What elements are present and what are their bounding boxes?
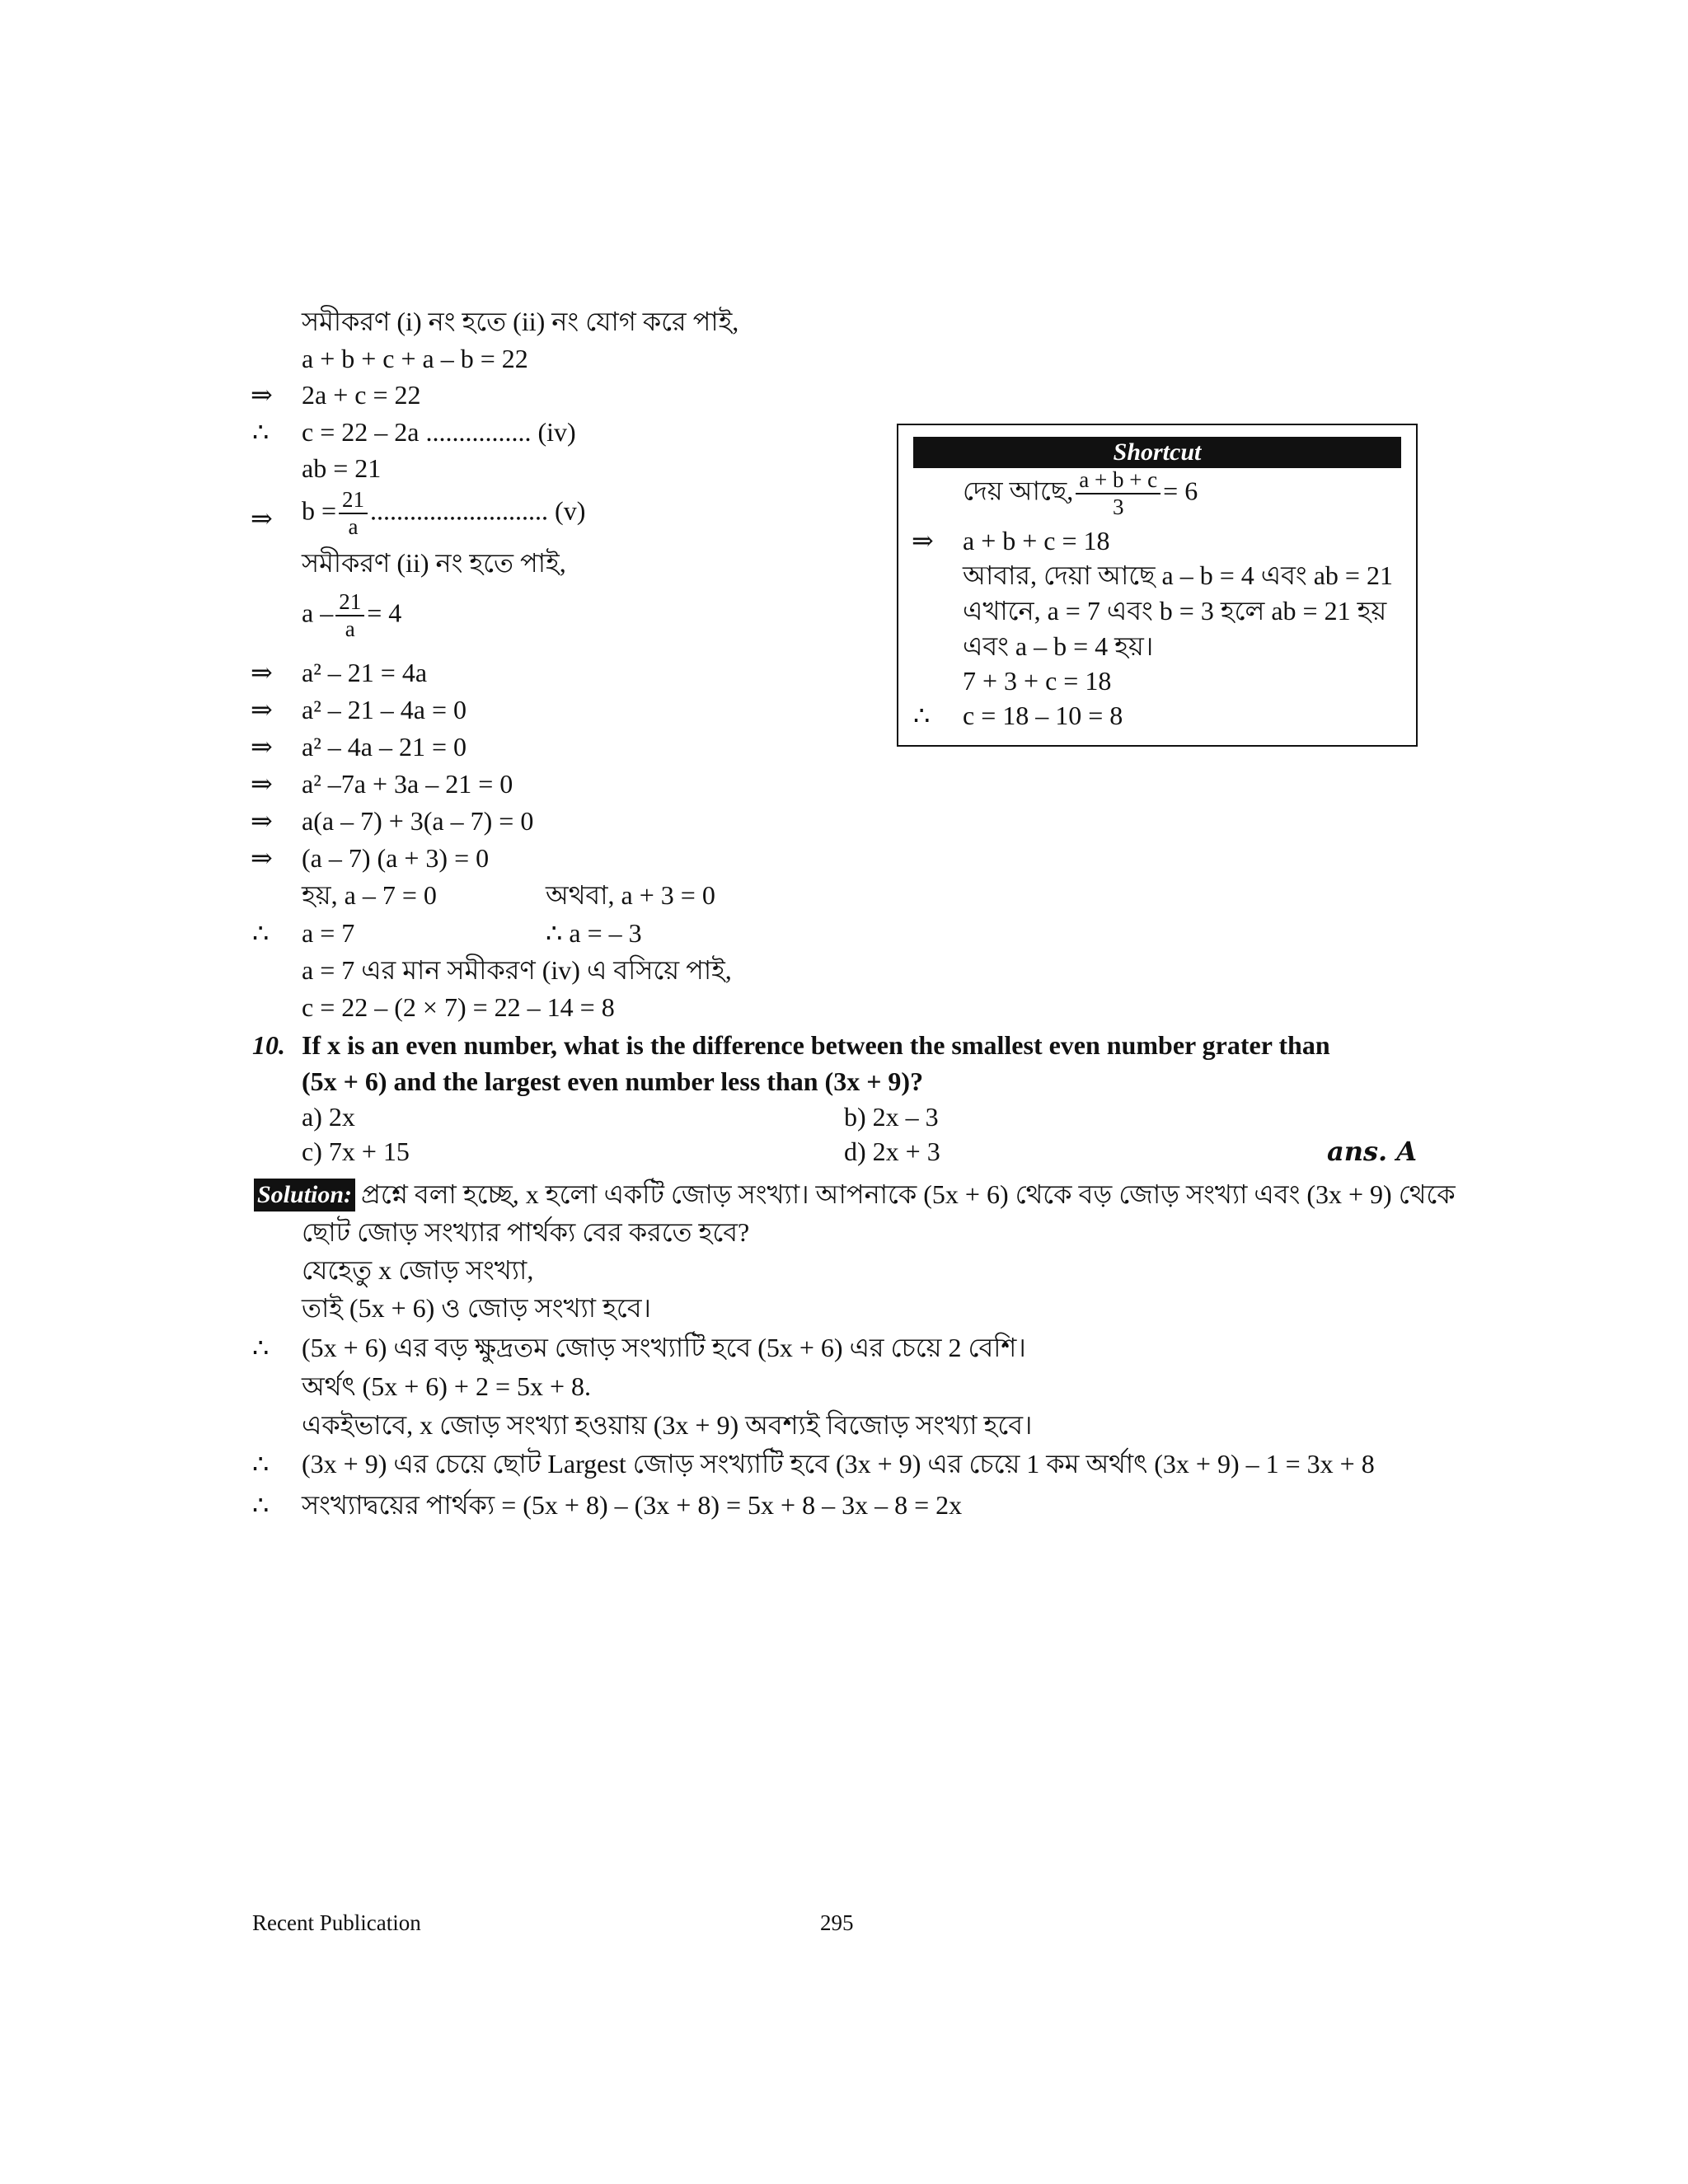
working-line-18: c = 22 – (2 × 7) = 22 – 14 = 8	[302, 992, 615, 1022]
therefore-symbol: ∴	[252, 417, 270, 447]
fraction-numerator: a + b + c	[1076, 468, 1160, 494]
implies-symbol: ⇒	[251, 769, 273, 799]
working-line-16-right: ∴ a = – 3	[546, 918, 642, 948]
equation-label-v: ........................... (v)	[370, 495, 586, 526]
solution-line-3: যেহেতু x জোড় সংখ্যা,	[302, 1255, 534, 1285]
working-line-8	[302, 590, 401, 641]
option-b: b) 2x – 3	[844, 1102, 939, 1132]
therefore-symbol: ∴	[252, 1333, 270, 1362]
fraction-denominator: a	[345, 616, 355, 642]
therefore-symbol: ∴	[252, 1490, 270, 1520]
shortcut-line-5: এবং a – b = 4 হয়।	[963, 631, 1154, 661]
working-line-1: সমীকরণ (i) নং হতে (ii) নং যোগ করে পাই,	[302, 307, 739, 336]
working-line-17: a = 7 এর মান সমীকরণ (iv) এ বসিয়ে পাই,	[302, 955, 732, 985]
implies-symbol: ⇒	[251, 732, 273, 762]
solution-line-8: (3x + 9) এর চেয়ে ছোট Largest জোড় সংখ্যাটি হবে (3x + 9) এর চেয়ে 1 কম অর্থাৎ (3x + 9) – 1 = 3x + 8	[302, 1449, 1375, 1479]
shortcut-line-2: a + b + c = 18	[963, 526, 1110, 555]
shortcut-box	[897, 424, 1418, 747]
shortcut-line-6: 7 + 3 + c = 18	[963, 666, 1112, 696]
implies-symbol: ⇒	[251, 380, 273, 410]
question-line-2: (5x + 6) and the largest even number less than (3x + 9)?	[302, 1066, 924, 1096]
implies-symbol: ⇒	[251, 504, 273, 533]
solution-line-9: সংখ্যাদ্বয়ের পার্থক্য = (5x + 8) – (3x + 8) = 5x + 8 – 3x – 8 = 2x	[302, 1490, 963, 1520]
shortcut-line-4: এখানে, a = 7 এবং b = 3 হলে ab = 21 হয়	[963, 596, 1387, 626]
fraction-sum-over-3	[1076, 468, 1160, 519]
question-line-1: If x is an even number, what is the difference between the smallest even number grater than	[302, 1030, 1330, 1060]
implies-symbol: ⇒	[251, 658, 273, 687]
fraction-rhs: = 4	[367, 598, 402, 628]
question-number: 10.	[252, 1030, 285, 1060]
fraction-numerator: 21	[335, 590, 364, 616]
answer-label: ans. A	[1327, 1136, 1418, 1167]
option-d: d) 2x + 3	[844, 1137, 940, 1166]
fraction-21-over-a	[335, 590, 364, 641]
fraction-lhs: a –	[302, 598, 334, 628]
solution-line-6: অর্থৎ (5x + 6) + 2 = 5x + 8.	[302, 1371, 592, 1401]
fraction-lhs: b =	[302, 495, 337, 526]
working-line-6	[302, 488, 585, 539]
working-line-2: a + b + c + a – b = 22	[302, 344, 528, 373]
working-line-10: a² – 21 – 4a = 0	[302, 695, 467, 724]
solution-line-4: তাই (5x + 6) ও জোড় সংখ্যা হবে।	[302, 1293, 651, 1323]
page-number: 295	[820, 1910, 854, 1935]
implies-symbol: ⇒	[251, 806, 273, 836]
working-line-11: a² – 4a – 21 = 0	[302, 732, 467, 762]
shortcut-title: Shortcut	[913, 437, 1401, 468]
fraction-rhs: = 6	[1163, 476, 1198, 506]
working-line-5: ab = 21	[302, 453, 382, 483]
implies-symbol: ⇒	[251, 695, 273, 724]
solution-label: Solution:	[254, 1179, 355, 1212]
working-line-15-left: হয়, a – 7 = 0	[302, 880, 437, 910]
working-line-16-left: a = 7	[302, 918, 355, 948]
solution-line-2: ছোট জোড় সংখ্যার পার্থক্য বের করতে হবে?	[302, 1217, 750, 1247]
working-line-12: a² –7a + 3a – 21 = 0	[302, 769, 513, 799]
working-line-4: c = 22 – 2a ................ (iv)	[302, 417, 576, 447]
fraction-numerator: 21	[339, 488, 368, 514]
shortcut-line-7: c = 18 – 10 = 8	[963, 701, 1123, 730]
fraction-21-over-a	[339, 488, 368, 539]
solution-line-1: প্রশ্নে বলা হচ্ছে, x হলো একটি জোড় সংখ্যা। আপনাকে (5x + 6) থেকে বড় জোড় সংখ্যা এবং (3x + 9) থেকে	[361, 1179, 1456, 1209]
therefore-symbol: ∴	[252, 1449, 270, 1479]
working-line-7: সমীকরণ (ii) নং হতে পাই,	[302, 548, 566, 578]
working-line-13: a(a – 7) + 3(a – 7) = 0	[302, 806, 534, 836]
implies-symbol: ⇒	[912, 526, 934, 555]
footer-publisher: Recent Publication	[252, 1910, 421, 1935]
working-line-9: a² – 21 = 4a	[302, 658, 428, 687]
working-line-15-right: অথবা, a + 3 = 0	[546, 880, 715, 910]
implies-symbol: ⇒	[251, 843, 273, 873]
shortcut-given-text: দেয় আছে,	[963, 476, 1074, 506]
therefore-symbol: ∴	[252, 918, 270, 948]
option-c: c) 7x + 15	[302, 1137, 410, 1166]
solution-line-5: (5x + 6) এর বড় ক্ষুদ্রতম জোড় সংখ্যাটি হবে (5x + 6) এর চেয়ে 2 বেশি।	[302, 1333, 1026, 1362]
fraction-denominator: a	[348, 514, 359, 540]
shortcut-line-3: আবার, দেয়া আছে a – b = 4 এবং ab = 21	[963, 560, 1393, 590]
fraction-denominator: 3	[1112, 494, 1124, 520]
therefore-symbol: ∴	[913, 701, 931, 730]
option-a: a) 2x	[302, 1102, 355, 1132]
shortcut-line-1	[963, 468, 1198, 519]
working-line-14: (a – 7) (a + 3) = 0	[302, 843, 490, 873]
solution-line-7: একইভাবে, x জোড় সংখ্যা হওয়ায় (3x + 9) অবশ্যই বিজোড় সংখ্যা হবে।	[302, 1410, 1033, 1440]
working-line-3: 2a + c = 22	[302, 380, 421, 410]
